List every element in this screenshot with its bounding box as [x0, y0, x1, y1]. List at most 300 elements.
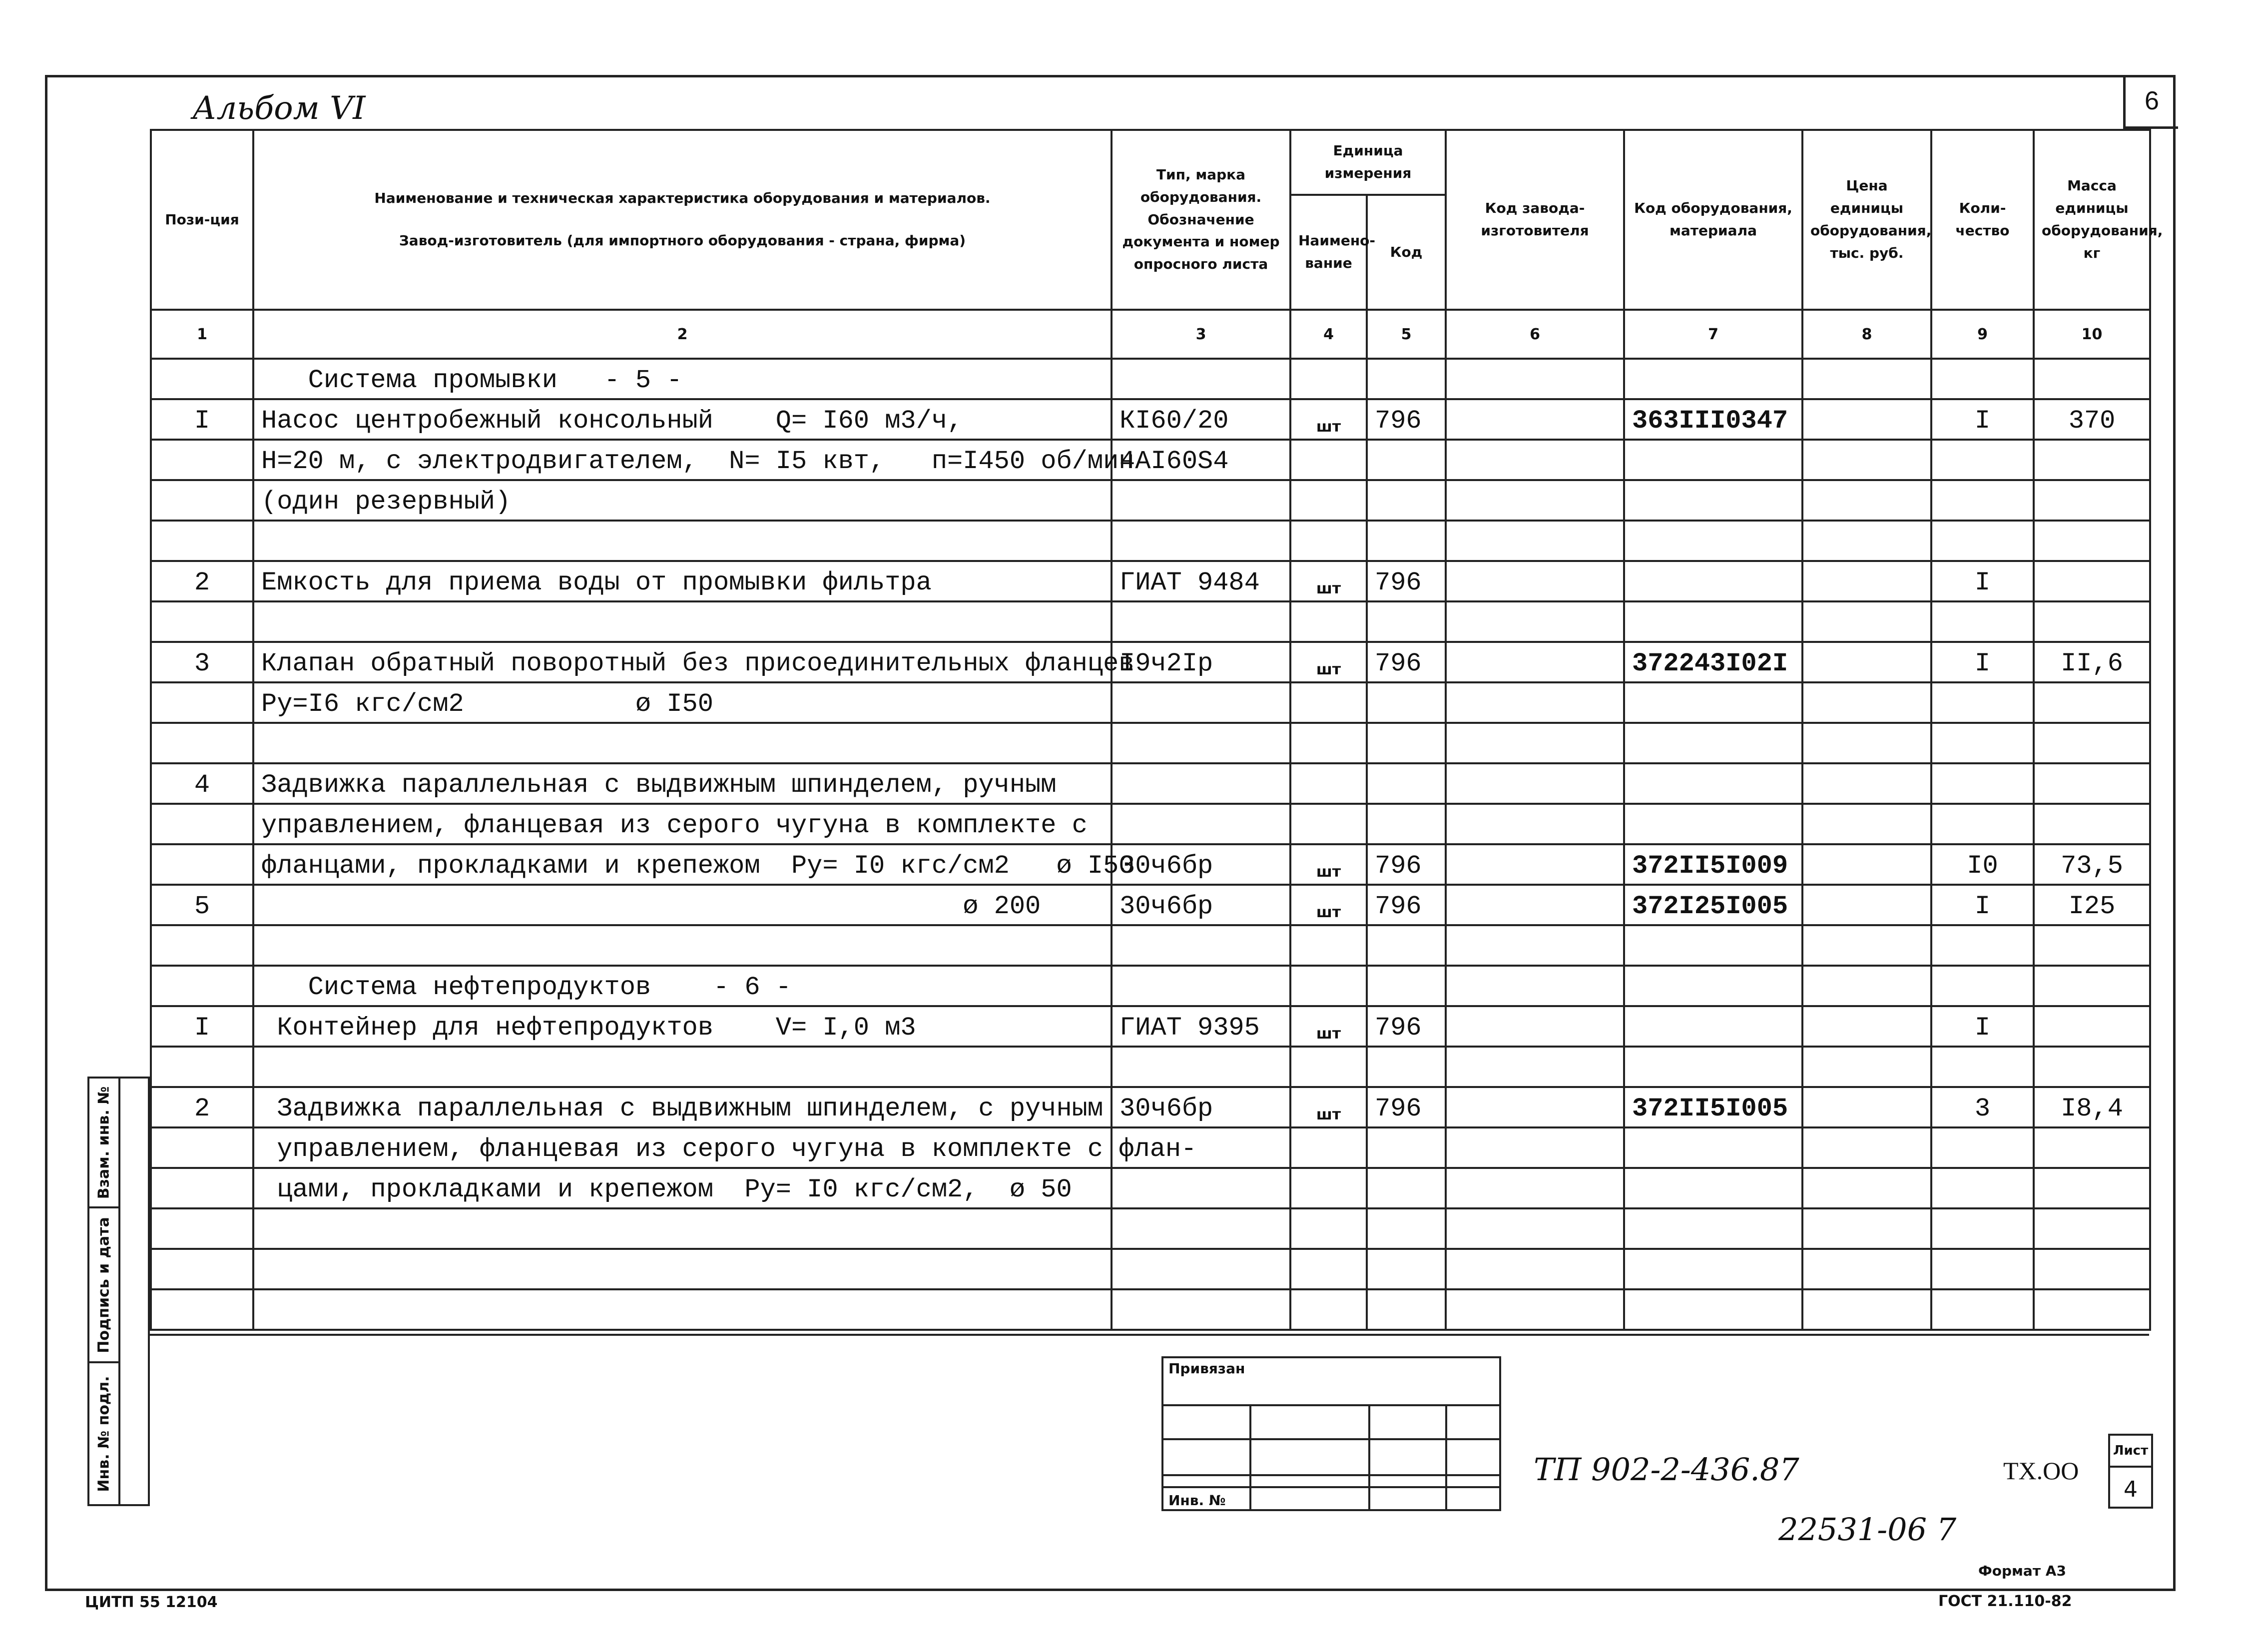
cell-pos	[151, 804, 253, 844]
cell-pos	[151, 1289, 253, 1330]
cell-code	[1367, 1168, 1446, 1208]
cell-qty: I	[1931, 885, 2034, 925]
cell-code	[1367, 1208, 1446, 1249]
cell-qty	[1931, 723, 2034, 763]
cell-name: Клапан обратный поворотный без присоединительных фланцев	[253, 642, 1112, 682]
cell-name: управлением, фланцевая из серого чугуна в комплекте с флан-	[253, 1127, 1112, 1168]
cell-type	[1112, 1168, 1290, 1208]
cell-mass	[2034, 1168, 2150, 1208]
cell-mass	[2034, 601, 2150, 642]
cell-name: Система нефтепродуктов - 6 -	[253, 966, 1112, 1006]
cell-code	[1367, 480, 1446, 521]
cell-unit	[1290, 925, 1367, 966]
cell-type	[1112, 1208, 1290, 1249]
document-code: ТП 902-2-436.87	[1534, 1451, 1799, 1488]
cell-price	[1802, 601, 1931, 642]
cell-mass	[2034, 723, 2150, 763]
cell-price	[1802, 1006, 1931, 1047]
cell-eq: 372I25I005	[1624, 885, 1802, 925]
side-stamp-label: Взам. инв. №	[95, 1086, 113, 1199]
cell-eq	[1624, 480, 1802, 521]
corner-sheet-number: 6	[2123, 75, 2178, 129]
cell-qty: 3	[1931, 1087, 2034, 1127]
specification-table	[150, 129, 2163, 1331]
cell-qty	[1931, 925, 2034, 966]
cell-type: I9ч2Iр	[1112, 642, 1290, 682]
cell-unit	[1290, 1127, 1367, 1168]
cell-type	[1112, 359, 1290, 399]
cell-pos: I	[151, 1006, 253, 1047]
cell-code: 796	[1367, 399, 1446, 440]
cell-unit	[1290, 682, 1367, 723]
cell-qty	[1931, 601, 2034, 642]
section-code: ТХ.ОО	[2003, 1457, 2079, 1485]
cell-code: 796	[1367, 1006, 1446, 1047]
cell-eq	[1624, 359, 1802, 399]
cell-pos	[151, 966, 253, 1006]
cell-type	[1112, 480, 1290, 521]
cell-plant	[1446, 1006, 1624, 1047]
cell-plant	[1446, 1289, 1624, 1330]
cell-pos	[151, 925, 253, 966]
col-header-type: Тип, марка оборудования. Обозначение документа и номер опросного листа	[1112, 130, 1290, 310]
cell-code	[1367, 682, 1446, 723]
stamp-divider	[1249, 1404, 1251, 1511]
cell-plant	[1446, 1127, 1624, 1168]
cell-eq: 363III0347	[1624, 399, 1802, 440]
cell-unit	[1290, 1289, 1367, 1330]
sheet-number: 4	[2124, 1476, 2138, 1502]
cell-type	[1112, 1249, 1290, 1289]
col-number: 7	[1624, 310, 1802, 359]
sheet-number-box	[2108, 1434, 2153, 1509]
cell-unit	[1290, 359, 1367, 399]
cell-unit: шт	[1290, 885, 1367, 925]
cell-price	[1802, 1208, 1931, 1249]
cell-qty: I	[1931, 399, 2034, 440]
side-stamp-replacement-inv	[89, 1079, 118, 1208]
cell-name: Задвижка параллельная с выдвижным шпинделем, с ручным	[253, 1087, 1112, 1127]
cell-price	[1802, 359, 1931, 399]
cell-type	[1112, 763, 1290, 804]
cell-mass	[2034, 359, 2150, 399]
stamp-line	[1163, 1486, 1499, 1488]
cell-name: фланцами, прокладками и крепежом Ру= I0 кгс/см2 ø I50	[253, 844, 1112, 885]
cell-price	[1802, 885, 1931, 925]
cell-qty	[1931, 359, 2034, 399]
cell-plant	[1446, 1208, 1624, 1249]
stamp-divider	[1445, 1404, 1447, 1511]
cell-pos	[151, 480, 253, 521]
cell-name	[253, 1289, 1112, 1330]
cell-plant	[1446, 440, 1624, 480]
binding-stamp	[1161, 1356, 1501, 1511]
col-header-name	[253, 130, 1112, 310]
cell-qty: I0	[1931, 844, 2034, 885]
cell-type	[1112, 925, 1290, 966]
cell-pos	[151, 1127, 253, 1168]
cell-eq	[1624, 1208, 1802, 1249]
table-row	[151, 1168, 2150, 1208]
cell-plant	[1446, 885, 1624, 925]
cell-mass	[2034, 561, 2150, 601]
table-row	[151, 359, 2150, 399]
cell-code: 796	[1367, 885, 1446, 925]
cell-price	[1802, 521, 1931, 561]
cell-plant	[1446, 359, 1624, 399]
cell-price	[1802, 1168, 1931, 1208]
cell-type: 30ч6бр	[1112, 1087, 1290, 1127]
cell-mass	[2034, 521, 2150, 561]
cell-type: ГИАТ 9484	[1112, 561, 1290, 601]
cell-plant	[1446, 844, 1624, 885]
cell-code: 796	[1367, 1087, 1446, 1127]
cell-code	[1367, 925, 1446, 966]
cell-pos	[151, 1047, 253, 1087]
cell-type	[1112, 966, 1290, 1006]
cell-plant	[1446, 804, 1624, 844]
cell-unit	[1290, 601, 1367, 642]
col-header-plant-code: Код завода-изготовителя	[1446, 130, 1624, 310]
cell-price	[1802, 1087, 1931, 1127]
cell-mass: 370	[2034, 399, 2150, 440]
cell-unit: шт	[1290, 642, 1367, 682]
cell-name: (один резервный)	[253, 480, 1112, 521]
cell-type	[1112, 1289, 1290, 1330]
cell-name	[253, 723, 1112, 763]
cell-pos: 5	[151, 885, 253, 925]
table-row	[151, 1289, 2150, 1330]
cell-qty	[1931, 1289, 2034, 1330]
cell-price	[1802, 966, 1931, 1006]
gost-label: ГОСТ 21.110-82	[1938, 1593, 2072, 1610]
cell-eq: 372243I02I	[1624, 642, 1802, 682]
cell-type	[1112, 601, 1290, 642]
cell-code	[1367, 1047, 1446, 1087]
cell-qty	[1931, 1168, 2034, 1208]
col-header-equipment-code: Код оборудования, материала	[1624, 130, 1802, 310]
stamp-line	[1163, 1404, 1499, 1406]
cell-pos	[151, 521, 253, 561]
col-number: 4	[1290, 310, 1367, 359]
cell-eq	[1624, 723, 1802, 763]
col-header-name-line1: Наименование и техническая характеристика оборудования и материалов.	[374, 190, 991, 207]
col-header-unit-code: Код	[1367, 195, 1446, 310]
col-number: 10	[2034, 310, 2150, 359]
col-number: 1	[151, 310, 253, 359]
cell-plant	[1446, 682, 1624, 723]
side-stamp	[87, 1077, 150, 1506]
stamp-divider	[1368, 1404, 1370, 1511]
cell-price	[1802, 1047, 1931, 1087]
table-row	[151, 925, 2150, 966]
cell-qty	[1931, 1047, 2034, 1087]
cell-type: 4AI60S4	[1112, 440, 1290, 480]
cell-plant	[1446, 601, 1624, 642]
cell-name: Система промывки - 5 -	[253, 359, 1112, 399]
cell-type: 30ч6бр	[1112, 885, 1290, 925]
cell-name: Контейнер для нефтепродуктов V= I,0 м3	[253, 1006, 1112, 1047]
cell-qty	[1931, 440, 2034, 480]
cell-price	[1802, 440, 1931, 480]
stamp-line	[1163, 1438, 1499, 1440]
cell-code: 796	[1367, 642, 1446, 682]
col-number: 5	[1367, 310, 1446, 359]
col-header-quantity: Коли-чество	[1931, 130, 2034, 310]
cell-unit: шт	[1290, 1006, 1367, 1047]
title-block-top-line	[150, 1334, 2149, 1336]
cell-plant	[1446, 763, 1624, 804]
cell-code	[1367, 804, 1446, 844]
table-row	[151, 804, 2150, 844]
table-row	[151, 642, 2150, 682]
table-row	[151, 723, 2150, 763]
cell-plant	[1446, 966, 1624, 1006]
cell-pos	[151, 1208, 253, 1249]
cell-type	[1112, 521, 1290, 561]
cell-plant	[1446, 925, 1624, 966]
stamp-line	[1163, 1474, 1499, 1476]
cell-pos	[151, 601, 253, 642]
side-stamp-original-inv	[89, 1363, 118, 1504]
cell-qty	[1931, 521, 2034, 561]
cell-pos	[151, 682, 253, 723]
cell-mass	[2034, 480, 2150, 521]
cell-type	[1112, 682, 1290, 723]
cell-code	[1367, 440, 1446, 480]
cell-plant	[1446, 1168, 1624, 1208]
cell-qty	[1931, 763, 2034, 804]
cell-eq	[1624, 925, 1802, 966]
table-row	[151, 844, 2150, 885]
col-header-mass: Масса единицы оборудования, кг	[2034, 130, 2150, 310]
cell-name: Н=20 м, с электродвигателем, N= I5 квт, п=I450 об/мин	[253, 440, 1112, 480]
cell-eq	[1624, 682, 1802, 723]
cell-plant	[1446, 561, 1624, 601]
cell-eq	[1624, 1289, 1802, 1330]
cell-price	[1802, 925, 1931, 966]
cell-type: КI60/20	[1112, 399, 1290, 440]
cell-price	[1802, 480, 1931, 521]
cell-code	[1367, 521, 1446, 561]
cell-type	[1112, 1047, 1290, 1087]
cell-name	[253, 1208, 1112, 1249]
cell-code	[1367, 359, 1446, 399]
cell-mass: I25	[2034, 885, 2150, 925]
cell-eq	[1624, 804, 1802, 844]
col-number: 6	[1446, 310, 1624, 359]
col-header-price: Цена единицы оборудования, тыс. руб.	[1802, 130, 1931, 310]
side-stamp-label: Подпись и дата	[95, 1216, 113, 1353]
table-row	[151, 1006, 2150, 1047]
column-numbers-row	[151, 310, 2150, 359]
cell-unit	[1290, 763, 1367, 804]
cell-eq	[1624, 601, 1802, 642]
cell-pos	[151, 1249, 253, 1289]
cell-price	[1802, 804, 1931, 844]
cell-pos: I	[151, 399, 253, 440]
publisher-code: ЦИТП 55 12104	[85, 1594, 218, 1611]
cell-mass	[2034, 682, 2150, 723]
cell-code	[1367, 1289, 1446, 1330]
cell-eq	[1624, 440, 1802, 480]
cell-mass	[2034, 1006, 2150, 1047]
cell-name: цами, прокладками и крепежом Ру= I0 кгс/см2, ø 50	[253, 1168, 1112, 1208]
cell-eq	[1624, 561, 1802, 601]
col-number: 9	[1931, 310, 2034, 359]
cell-eq: 372II5I009	[1624, 844, 1802, 885]
cell-price	[1802, 682, 1931, 723]
cell-mass	[2034, 925, 2150, 966]
cell-unit	[1290, 804, 1367, 844]
cell-plant	[1446, 723, 1624, 763]
cell-pos	[151, 359, 253, 399]
table-row	[151, 561, 2150, 601]
cell-qty	[1931, 966, 2034, 1006]
cell-plant	[1446, 1047, 1624, 1087]
table-row	[151, 399, 2150, 440]
cell-unit	[1290, 1249, 1367, 1289]
table-row	[151, 1249, 2150, 1289]
format-label: Формат А3	[1978, 1563, 2066, 1579]
cell-name: управлением, фланцевая из серого чугуна в комплекте с	[253, 804, 1112, 844]
cell-unit	[1290, 521, 1367, 561]
col-number: 2	[253, 310, 1112, 359]
cell-eq	[1624, 966, 1802, 1006]
cell-code	[1367, 601, 1446, 642]
cell-type: 30ч6бр	[1112, 844, 1290, 885]
cell-mass	[2034, 966, 2150, 1006]
cell-unit	[1290, 440, 1367, 480]
cell-name: Насос центробежный консольный Q= I60 м3/ч,	[253, 399, 1112, 440]
cell-pos: 3	[151, 642, 253, 682]
cell-name: Емкость для приема воды от промывки фильтра	[253, 561, 1112, 601]
cell-name	[253, 925, 1112, 966]
side-stamp-label: Инв. № подл.	[95, 1375, 113, 1492]
cell-price	[1802, 642, 1931, 682]
cell-mass	[2034, 1047, 2150, 1087]
col-header-unit-group: Единица измерения	[1290, 130, 1446, 195]
table-row	[151, 763, 2150, 804]
cell-plant	[1446, 642, 1624, 682]
cell-unit: шт	[1290, 1087, 1367, 1127]
table-row	[151, 1087, 2150, 1127]
cell-name	[253, 1249, 1112, 1289]
side-stamp-signature-date	[89, 1208, 118, 1363]
cell-plant	[1446, 480, 1624, 521]
table-row	[151, 440, 2150, 480]
cell-eq	[1624, 521, 1802, 561]
cell-pos	[151, 844, 253, 885]
cell-mass	[2034, 804, 2150, 844]
cell-eq	[1624, 763, 1802, 804]
cell-qty: I	[1931, 1006, 2034, 1047]
cell-unit: шт	[1290, 399, 1367, 440]
cell-unit	[1290, 1047, 1367, 1087]
cell-qty	[1931, 1249, 2034, 1289]
cell-price	[1802, 1127, 1931, 1168]
table-row	[151, 1047, 2150, 1087]
cell-pos: 4	[151, 763, 253, 804]
cell-plant	[1446, 1249, 1624, 1289]
side-stamp-divider	[118, 1079, 120, 1504]
cell-price	[1802, 561, 1931, 601]
table-row	[151, 601, 2150, 642]
cell-type	[1112, 804, 1290, 844]
inventory-number: 22531-06 7	[1778, 1511, 1957, 1548]
cell-pos	[151, 440, 253, 480]
cell-price	[1802, 1289, 1931, 1330]
cell-eq	[1624, 1006, 1802, 1047]
cell-price	[1802, 844, 1931, 885]
cell-unit	[1290, 480, 1367, 521]
table-row	[151, 521, 2150, 561]
cell-eq	[1624, 1127, 1802, 1168]
cell-mass: II,6	[2034, 642, 2150, 682]
cell-unit: шт	[1290, 844, 1367, 885]
cell-unit	[1290, 1208, 1367, 1249]
stamp-bound-label: Привязан	[1168, 1360, 1245, 1377]
album-label: Альбом VI	[192, 90, 366, 127]
cell-pos	[151, 1168, 253, 1208]
cell-name	[253, 601, 1112, 642]
cell-mass	[2034, 1127, 2150, 1168]
cell-plant	[1446, 521, 1624, 561]
cell-name: Ру=I6 кгс/см2 ø I50	[253, 682, 1112, 723]
cell-unit	[1290, 966, 1367, 1006]
cell-type: ГИАТ 9395	[1112, 1006, 1290, 1047]
cell-unit	[1290, 723, 1367, 763]
cell-mass	[2034, 763, 2150, 804]
cell-plant	[1446, 399, 1624, 440]
cell-name	[253, 1047, 1112, 1087]
cell-mass	[2034, 440, 2150, 480]
cell-qty: I	[1931, 642, 2034, 682]
cell-eq	[1624, 1047, 1802, 1087]
cell-eq	[1624, 1249, 1802, 1289]
table-row	[151, 1127, 2150, 1168]
cell-qty	[1931, 480, 2034, 521]
cell-code	[1367, 1249, 1446, 1289]
cell-pos: 2	[151, 561, 253, 601]
cell-unit	[1290, 1168, 1367, 1208]
cell-code	[1367, 723, 1446, 763]
cell-price	[1802, 723, 1931, 763]
cell-mass	[2034, 1208, 2150, 1249]
table-row	[151, 966, 2150, 1006]
col-number: 3	[1112, 310, 1290, 359]
cell-code	[1367, 1127, 1446, 1168]
cell-name	[253, 521, 1112, 561]
cell-mass: 73,5	[2034, 844, 2150, 885]
table-row	[151, 1208, 2150, 1249]
cell-unit: шт	[1290, 561, 1367, 601]
stamp-inv-label: Инв. №	[1168, 1492, 1226, 1509]
cell-qty: I	[1931, 561, 2034, 601]
cell-qty	[1931, 1127, 2034, 1168]
cell-price	[1802, 399, 1931, 440]
cell-code	[1367, 763, 1446, 804]
cell-qty	[1931, 682, 2034, 723]
col-number: 8	[1802, 310, 1931, 359]
cell-type	[1112, 723, 1290, 763]
cell-code	[1367, 966, 1446, 1006]
col-header-unit-name: Наимено-вание	[1290, 195, 1367, 310]
cell-price	[1802, 1249, 1931, 1289]
cell-qty	[1931, 804, 2034, 844]
cell-pos: 2	[151, 1087, 253, 1127]
cell-pos	[151, 723, 253, 763]
